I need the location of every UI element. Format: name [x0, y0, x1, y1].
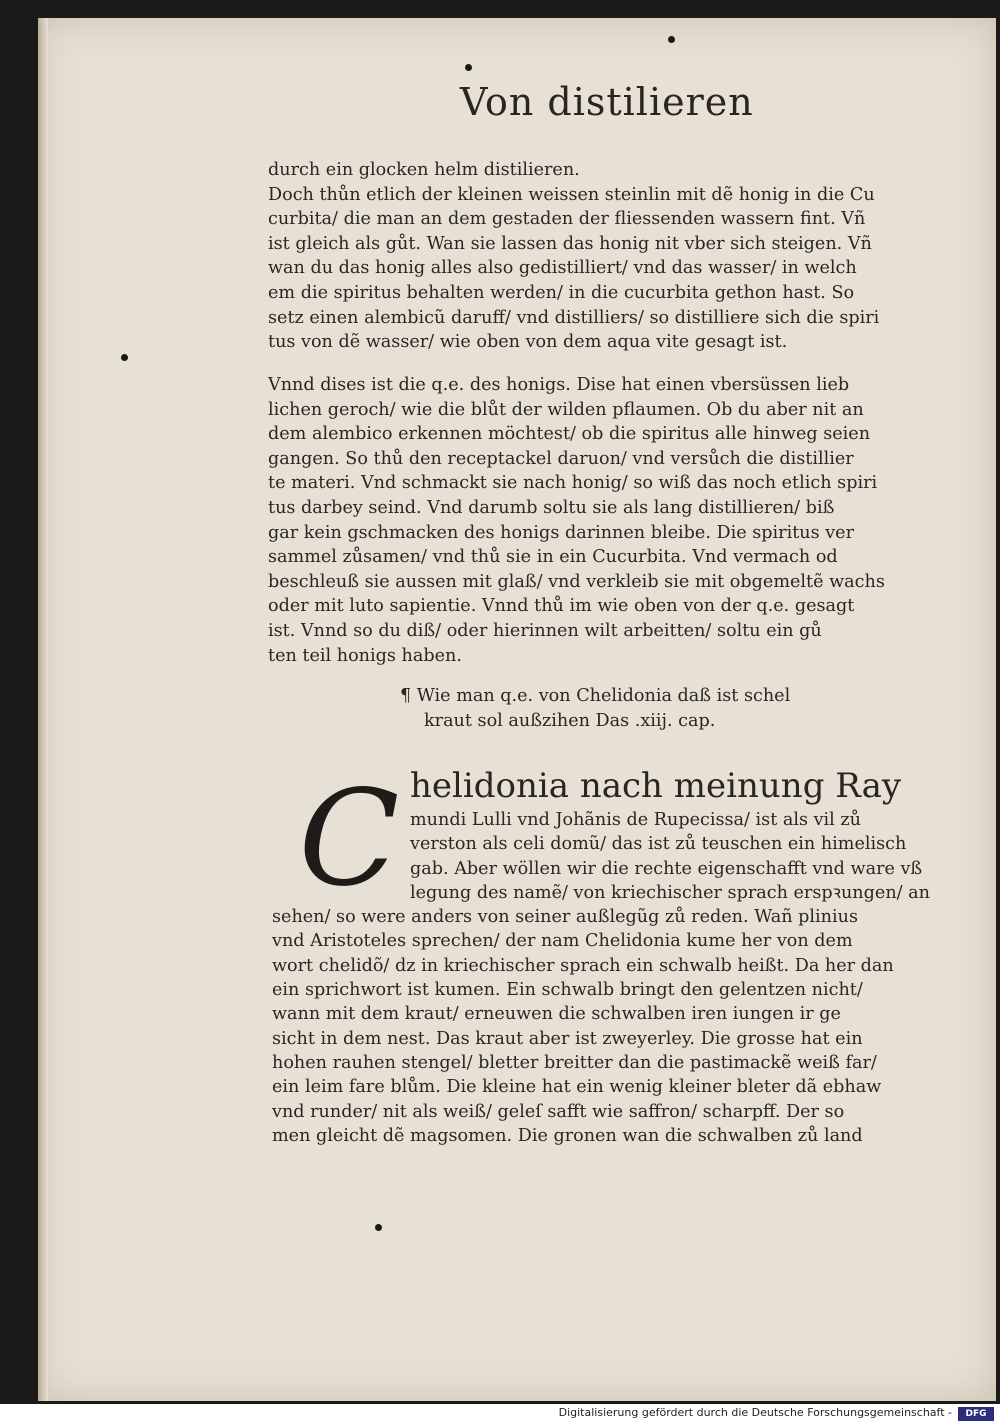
text-line: legung des namẽ/ von kriechischer sprach erspꝛungen/ an [410, 882, 930, 903]
chapter-heading [400, 684, 840, 733]
text-line: sicht in dem nest. Das kraut aber ist zweyerley. Die grosse hat ein [272, 1028, 863, 1049]
text-line: wann mit dem kraut/ erneuwen die schwalben iren iungen ir ge [272, 1004, 841, 1025]
text-line: men gleicht dẽ magsomen. Die gronen wan die schwalben zů land [272, 1125, 863, 1146]
text-line: setz einen alembicũ daruff/ vnd distilliers/ so distilliere sich die spiri [268, 307, 880, 328]
text-line: curbita/ die man an dem gestaden der fliessenden wassern fint. Vñ [268, 209, 866, 230]
text-line: durch ein glocken helm distilieren. [268, 160, 580, 180]
text-line: gangen. So thů den receptackel daruon/ vnd versůch die distillier [268, 448, 854, 469]
text-line: tus von dẽ wasser/ wie oben von dem aqua vite gesagt ist. [268, 332, 788, 353]
text-line: ein leim fare blům. Die kleine hat ein wenig kleiner bleter dã ebhaw [272, 1077, 882, 1098]
paragraph-2 [268, 373, 938, 668]
funding-notice: Digitalisierung gefördert durch die Deutsche Forschungsgemeinschaft - [558, 1406, 952, 1419]
text-line: sammel zůsamen/ vnd thů sie in ein Cucurbita. Vnd vermach od [268, 547, 838, 568]
text-line: dem alembico erkennen möchtest/ ob die spiritus alle hinweg seien [268, 424, 871, 445]
text-line: ist gleich als gůt. Wan sie lassen das honig nit vber sich steigen. Vñ [268, 233, 872, 254]
text-line: te materi. Vnd schmackt sie nach honig/ so wiß das noch etlich spiri [268, 473, 878, 494]
text-line: gar kein gschmacken des honigs darinnen bleibe. Die spiritus ver [268, 522, 854, 543]
paragraph-1 [268, 158, 938, 355]
text-line: tus darbey seind. Vnd darumb soltu sie als lang distillieren/ biß [268, 497, 835, 518]
text-line: wort chelidõ/ dz in kriechischer sprach ein schwalb heißt. Da her dan [272, 955, 894, 976]
text-line: lichen geroch/ wie die blůt der wilden pflaumen. Ob du aber nit an [268, 399, 864, 420]
text-line: ein sprichwort ist kumen. Ein schwalb bringt den gelentzen nicht/ [272, 980, 863, 1001]
text-line: mundi Lulli vnd Johãnis de Rupecissa/ ist als vil zů [410, 810, 861, 830]
text-line: vnd runder/ nit als weiß/ geleſ safft wie saffron/ scharpff. Der so [272, 1101, 845, 1122]
page-dot-upper [465, 64, 472, 71]
text-line: hohen rauhen stengel/ bletter breitter dan die pastimackẽ weiß far/ [272, 1052, 877, 1073]
page-dot-top [668, 36, 675, 43]
text-line: ten teil honigs haben. [268, 645, 462, 666]
page-dot-bottom [375, 1224, 382, 1231]
running-header: Von distilieren [460, 80, 754, 124]
page-dot-left [121, 354, 128, 361]
text-line: gab. Aber wöllen wir die rechte eigenschafft vnd ware vß [410, 858, 923, 879]
text-line: sehen/ so were anders von seiner außlegũg zů reden. Wañ plinius [272, 907, 858, 928]
page-gutter-shadow [38, 18, 48, 1401]
text-line: vnd Aristoteles sprechen/ der nam Chelidonia kume her von dem [272, 931, 853, 952]
paragraph-3 [272, 808, 938, 1148]
text-line: oder mit luto sapientie. Vnnd thů im wie oben von der q.e. gesagt [268, 596, 855, 617]
chapter-opening-line: helidonia nach meinung Ray [410, 766, 902, 806]
text-line: Doch thůn etlich der kleinen weissen steinlin mit dẽ honig in die Cu [268, 184, 875, 205]
text-line: wan du das honig alles also gedistilliert/ vnd das wasser/ in welch [268, 258, 857, 279]
chapter-heading-line: ¶ Wie man q.e. von Chelidonia daß ist schel [400, 686, 791, 706]
chapter-heading-line: kraut sol außzihen Das .xiij. cap. [424, 710, 716, 731]
text-line: beschleuß sie aussen mit glaß/ vnd verkleib sie mit obgemeltẽ wachs [268, 571, 885, 592]
decorated-initial: C [298, 762, 400, 916]
text-line: Vnnd dises ist die q.e. des honigs. Dise hat einen vbersüssen lieb [268, 375, 850, 395]
text-line: em die spiritus behalten werden/ in die cucurbita gethon hast. So [268, 282, 855, 303]
text-line: ist. Vnnd so du diß/ oder hierinnen wilt arbeitten/ soltu ein gů [268, 620, 822, 641]
text-line: verston als celi domũ/ das ist zů teuschen ein himelisch [410, 834, 907, 855]
dfg-logo: DFG [958, 1407, 994, 1421]
